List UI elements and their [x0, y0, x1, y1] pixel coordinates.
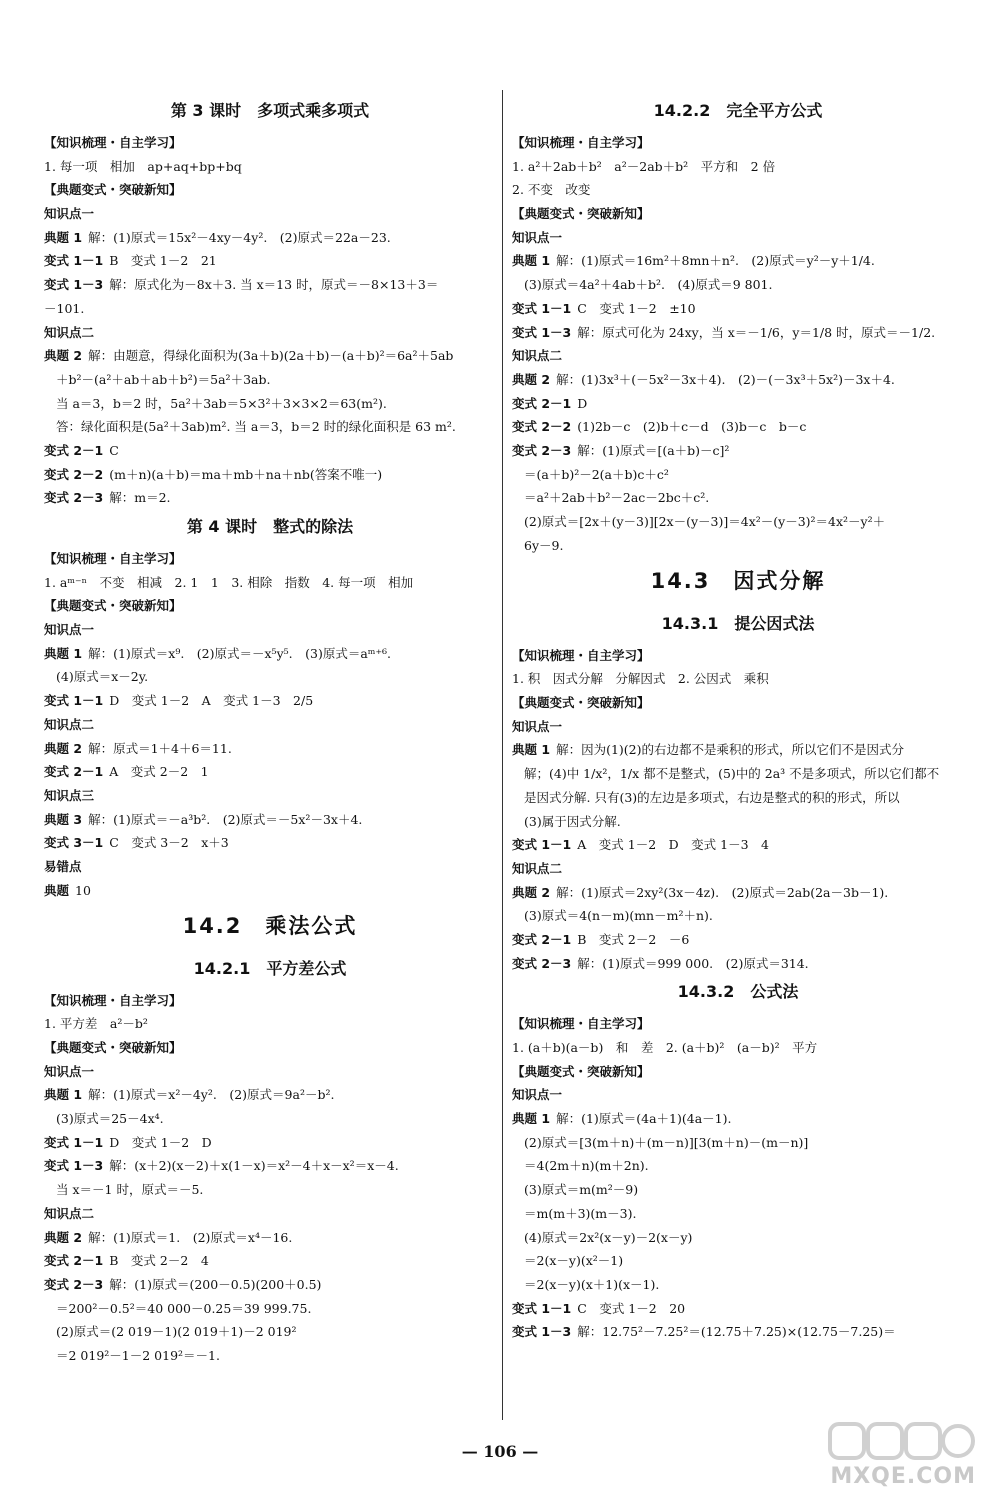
answer-text: 解：12.75²－7.25²＝(12.75＋7.25)×(12.75－7.25)＝: [577, 1324, 896, 1340]
right-column: [512, 92, 964, 1348]
answer-continuation: (2)原式＝[2x＋(y－3)][2x－(y－3)]＝4x²－(y－3)²＝4x²－y²＋: [524, 514, 886, 529]
knowledge-point-label: 知识点二: [44, 324, 95, 340]
answer-line: [44, 693, 496, 708]
answer-continuation: 解；(4)中 1/x²，1/x 都不是整式，(5)中的 2a³ 不是多项式，所以它们都不: [524, 766, 940, 782]
answer-text-line: 1. 平方差 a²－b²: [44, 1016, 148, 1032]
question-label: 变式 2－2: [44, 466, 104, 482]
block-heading: 【典题变式・突破新知】: [512, 695, 650, 711]
question-label: 变式 2－3: [44, 1276, 104, 1292]
question-label: 变式 1－1: [512, 837, 572, 853]
answer-text: C 变式 1－2 20: [577, 1300, 686, 1316]
question-label: 变式 1－3: [44, 1158, 104, 1174]
answer-line: [512, 253, 964, 268]
answer-line: [44, 348, 496, 363]
knowledge-point-label: 知识点二: [44, 716, 95, 732]
answer-line: [512, 932, 964, 947]
answer-continuation: (3)原式＝m(m²－9): [524, 1182, 639, 1198]
answer-text: (m＋n)(a＋b)＝ma＋mb＋na＋nb(答案不唯一): [109, 466, 383, 482]
answer-text: 解：由题意，得绿化面积为(3a＋b)(2a＋b)－(a＋b)²＝6a²＋5ab: [88, 348, 454, 364]
question-label: 变式 1－1: [44, 1134, 104, 1150]
answer-continuation: ＝2(x－y)(x＋1)(x－1).: [524, 1276, 660, 1292]
knowledge-point-label: 易错点: [44, 858, 82, 874]
answer-line: [44, 812, 496, 827]
block-heading: 【典题变式・突破新知】: [512, 1063, 650, 1079]
answer-continuation: 6y－9.: [524, 537, 564, 553]
answer-continuation: ＝a²＋2ab＋b²－2ac－2bc＋c².: [524, 490, 710, 506]
question-label: 变式 1－1: [512, 300, 572, 316]
subsection-title: 14.2.1 平方差公式: [193, 958, 347, 978]
answer-continuation: (3)原式＝4(n－m)(mn－m²＋n).: [524, 908, 713, 924]
answer-continuation: (3)原式＝4a²＋4ab＋b². (4)原式＝9 801.: [524, 277, 773, 293]
knowledge-point-label: 知识点一: [512, 1087, 563, 1103]
answer-line: [512, 885, 964, 900]
question-label: 典题 1: [44, 645, 83, 661]
answer-continuation: (2)原式＝[3(m＋n)＋(m－n)][3(m＋n)－(m－n)]: [524, 1134, 809, 1150]
answer-text-line: 1. (a＋b)(a－b) 和 差 2. (a＋b)² (a－b)² 平方: [512, 1040, 818, 1055]
answer-text: B 变式 2－2 4: [109, 1253, 209, 1269]
answer-text: 解：(1)原式＝(200－0.5)(200＋0.5): [109, 1276, 322, 1292]
answer-text-line: 1. 每一项 相加 ap+aq+bp+bq: [44, 158, 242, 174]
block-heading: 【知识梳理・自主学习】: [512, 647, 650, 663]
answer-text: 解：原式化为－8x＋3. 当 x＝13 时，原式＝－8×13＋3＝: [109, 277, 439, 293]
subsection-title: 第 3 课时 多项式乘多项式: [170, 101, 370, 120]
question-label: 典题 1: [512, 742, 551, 758]
question-label: 典题 2: [44, 348, 83, 364]
answer-text: 解：(1)原式＝999 000. (2)原式＝314.: [577, 955, 809, 971]
block-heading: 【知识梳理・自主学习】: [512, 135, 650, 150]
answer-line: [44, 1158, 496, 1173]
answer-text: 解：m＝2.: [109, 490, 171, 506]
question-label: 典题 2: [512, 371, 551, 387]
question-label: 典题 1: [512, 253, 551, 269]
answer-continuation: ＋b²－(a²＋ab＋ab＋b²)＝5a²＋3ab.: [56, 371, 271, 387]
answer-text-line: 1. 积 因式分解 分解因式 2. 公因式 乘积: [512, 671, 769, 687]
page-number: — 106 —: [461, 1442, 539, 1461]
answer-text: 解：(1)3x³＋(－5x²－3x＋4). (2)－(－3x³＋5x²)－3x＋4.: [556, 371, 895, 387]
question-label: 变式 2－3: [512, 955, 572, 971]
block-heading: 【典题变式・突破新知】: [44, 1040, 182, 1055]
answer-text: 解：(x＋2)(x－2)＋x(1－x)＝x²－4＋x－x²＝x－4.: [109, 1158, 399, 1174]
left-column: [44, 92, 496, 1372]
answer-text: 解：原式可化为 24xy，当 x＝－1/6，y＝1/8 时，原式＝－1/2.: [577, 324, 936, 340]
answer-continuation: 当 a＝3，b＝2 时，5a²＋3ab＝5×3²＋3×3×2＝63(m²).: [56, 395, 387, 411]
answer-line: [44, 467, 496, 482]
answer-continuation: (4)原式＝x－2y.: [56, 669, 149, 685]
answer-continuation: (3)原式＝25－4x⁴.: [56, 1111, 164, 1127]
answer-text-line: －101.: [44, 300, 85, 316]
question-label: 变式 2－3: [512, 442, 572, 458]
answer-text: 解：(1)原式＝15x²－4xy－4y². (2)原式＝22a－23.: [88, 229, 391, 245]
knowledge-point-label: 知识点二: [44, 1205, 95, 1221]
answer-line: [44, 1230, 496, 1245]
question-label: 变式 2－2: [512, 419, 572, 435]
question-label: 变式 2－1: [512, 931, 572, 947]
answer-continuation: ＝(a＋b)²－2(a＋b)c＋c²: [524, 466, 669, 482]
knowledge-point-label: 知识点二: [512, 348, 563, 364]
answer-text: C 变式 1－2 ±10: [577, 300, 696, 316]
answer-continuation: ＝2 019²－1－2 019²＝－1.: [56, 1347, 220, 1363]
knowledge-point-label: 知识点一: [512, 718, 563, 734]
answer-line: [44, 883, 496, 898]
answer-text: D 变式 1－2 D: [109, 1134, 212, 1150]
answer-line: [512, 419, 964, 434]
answer-line: [44, 1253, 496, 1268]
question-label: 典题: [44, 882, 70, 898]
answer-continuation: ＝m(m＋3)(m－3).: [524, 1205, 637, 1221]
block-heading: 【典题变式・突破新知】: [44, 182, 182, 198]
answer-text: 解：(1)原式＝1. (2)原式＝x⁴－16.: [88, 1229, 293, 1245]
answer-continuation: 是因式分解. 只有(3)的左边是多项式，右边是整式的积的形式，所以: [524, 789, 900, 805]
answer-continuation: (4)原式＝2x²(x－y)－2(x－y): [524, 1229, 693, 1245]
question-label: 变式 2－1: [44, 442, 104, 458]
answer-line: [512, 1301, 964, 1316]
answer-text: 解：(1)原式＝－a³b². (2)原式＝－5x²－3x＋4.: [88, 811, 363, 827]
answer-line: [44, 443, 496, 458]
question-label: 变式 2－1: [44, 764, 104, 780]
answer-line: [512, 396, 964, 411]
answer-line: [44, 741, 496, 756]
answer-text: A 变式 1－2 D 变式 1－3 4: [577, 837, 770, 853]
answer-line: [44, 230, 496, 245]
answer-text: 解：(1)原式＝x⁹. (2)原式＝－x⁵y⁵. (3)原式＝aᵐ⁺⁶.: [88, 645, 392, 661]
answer-text: C: [109, 442, 119, 458]
answer-line: [44, 1135, 496, 1150]
answer-continuation: ＝200²－0.5²＝40 000－0.25＝39 999.75.: [56, 1300, 312, 1316]
column-divider: [502, 90, 503, 1420]
answer-text: B 变式 2－2 －6: [577, 931, 690, 947]
block-heading: 【典题变式・突破新知】: [512, 206, 650, 222]
question-label: 变式 1－1: [44, 693, 104, 709]
answer-text: 解：原式＝1＋4＋6＝11.: [88, 740, 232, 756]
block-heading: 【知识梳理・自主学习】: [44, 551, 182, 566]
answer-line: [512, 443, 964, 458]
answer-line: [512, 301, 964, 316]
question-label: 变式 1－3: [512, 1324, 572, 1340]
answer-line: [512, 1324, 964, 1339]
answer-text: C 变式 3－2 x＋3: [109, 835, 229, 851]
answer-line: [512, 325, 964, 340]
knowledge-point-label: 知识点三: [44, 787, 95, 803]
answer-line: [44, 764, 496, 779]
answer-text: B 变式 1－2 21: [109, 253, 217, 269]
answer-continuation: ＝2(x－y)(x²－1): [524, 1253, 624, 1269]
block-heading: 【知识梳理・自主学习】: [44, 992, 182, 1008]
answer-text: 解：(1)原式＝(4a＋1)(4a－1).: [556, 1111, 732, 1127]
subsection-title: 14.2.2 完全平方公式: [653, 101, 823, 120]
question-label: 变式 2－3: [44, 490, 104, 506]
subsection-title: 第 4 课时 整式的除法: [186, 517, 354, 536]
section-title: 14.2 乘法公式: [182, 913, 358, 938]
subsection-title: 14.3.1 提公因式法: [661, 613, 815, 633]
question-label: 变式 1－3: [512, 324, 572, 340]
question-label: 变式 1－1: [44, 253, 104, 269]
knowledge-point-label: 知识点二: [512, 860, 563, 876]
question-label: 典题 1: [512, 1111, 551, 1127]
block-heading: 【知识梳理・自主学习】: [512, 1016, 650, 1032]
answer-text-line: 1. a²＋2ab＋b² a²－2ab＋b² 平方和 2 倍: [512, 158, 776, 174]
question-label: 典题 3: [44, 811, 83, 827]
answer-text: 10: [75, 882, 91, 898]
answer-continuation: (2)原式＝(2 019－1)(2 019＋1)－2 019²: [56, 1324, 297, 1340]
answer-line: [44, 253, 496, 268]
answer-text: 解：因为(1)(2)的右边都不是乘积的形式，所以它们不是因式分: [556, 742, 904, 758]
knowledge-point-label: 知识点一: [44, 1063, 95, 1079]
answer-text: D: [577, 395, 588, 411]
answer-text: D 变式 1－2 A 变式 1－3 2/5: [109, 693, 314, 709]
answer-text: 解：(1)原式＝16m²＋8mn＋n². (2)原式＝y²－y＋1/4.: [556, 253, 875, 269]
answer-text-line: 1. aᵐ⁻ⁿ 不变 相减 2. 1 1 3. 相除 指数 4. 每一项 相加: [44, 574, 414, 590]
answer-text: 解：(1)原式＝[(a＋b)－c]²: [577, 442, 730, 458]
answer-line: [512, 1111, 964, 1126]
block-heading: 【知识梳理・自主学习】: [44, 135, 182, 150]
knowledge-point-label: 知识点一: [44, 206, 95, 222]
answer-line: [44, 835, 496, 850]
answer-text-line: 2. 不变 改变: [512, 182, 591, 198]
knowledge-point-label: 知识点一: [44, 622, 95, 638]
answer-line: [512, 372, 964, 387]
answer-continuation: (3)属于因式分解.: [524, 813, 621, 829]
question-label: 变式 1－1: [512, 1300, 572, 1316]
block-heading: 【典题变式・突破新知】: [44, 598, 182, 614]
question-label: 典题 2: [44, 1229, 83, 1245]
question-label: 典题 2: [44, 740, 83, 756]
answer-line: [44, 277, 496, 292]
question-label: 变式 2－1: [512, 395, 572, 411]
subsection-title: 14.3.2 公式法: [677, 982, 799, 1002]
question-label: 变式 1－3: [44, 277, 104, 293]
answer-line: [44, 1277, 496, 1292]
answer-line: [512, 742, 964, 757]
answer-text: 解：(1)原式＝2xy²(3x－4z). (2)原式＝2ab(2a－3b－1).: [556, 884, 889, 900]
answer-continuation: 答：绿化面积是(5a²＋3ab)m². 当 a＝3，b＝2 时的绿化面积是 63 m².: [56, 419, 456, 435]
answer-text: (1)2b－c (2)b＋c－d (3)b－c b－c: [577, 419, 807, 435]
answer-line: [44, 490, 496, 505]
answer-continuation: ＝4(2m＋n)(m＋2n).: [524, 1158, 649, 1174]
section-title: 14.3 因式分解: [650, 568, 826, 593]
answer-text: 解：(1)原式＝x²－4y². (2)原式＝9a²－b².: [88, 1087, 335, 1103]
question-label: 典题 2: [512, 884, 551, 900]
answer-line: [44, 1087, 496, 1102]
question-label: 变式 3－1: [44, 835, 104, 851]
answer-continuation: 当 x＝－1 时，原式＝－5.: [56, 1182, 204, 1198]
question-label: 典题 1: [44, 1087, 83, 1103]
question-label: 变式 2－1: [44, 1253, 104, 1269]
answer-line: [512, 837, 964, 852]
answer-line: [512, 956, 964, 971]
answer-text: A 变式 2－2 1: [109, 764, 209, 780]
question-label: 典题 1: [44, 229, 83, 245]
knowledge-point-label: 知识点一: [512, 229, 563, 245]
watermark-text: MXQE.COM: [830, 1464, 976, 1489]
answer-line: [44, 646, 496, 661]
